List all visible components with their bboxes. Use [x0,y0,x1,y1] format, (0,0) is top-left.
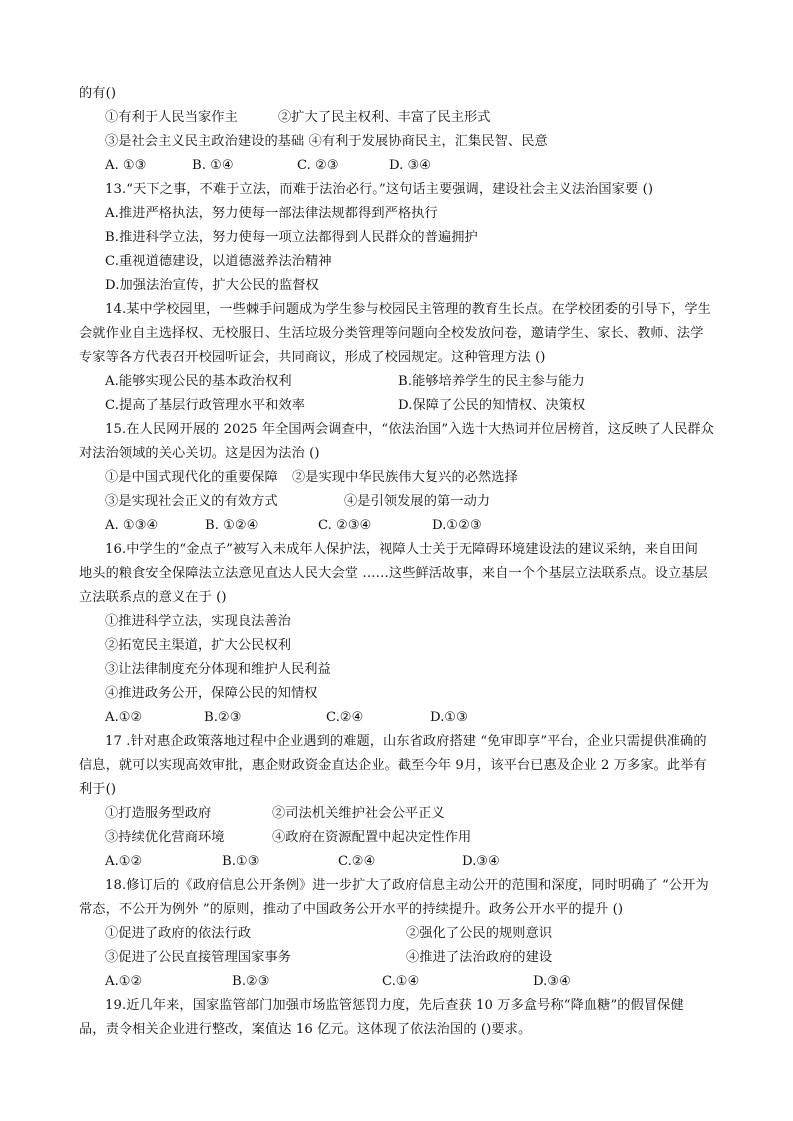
q13-answer-c: C.重视道德建设，以道德滋养法治精神 [105,254,332,269]
q17-option-1: ①打造服务型政府 [105,806,212,821]
q15-option-4: ④是引领发展的第一动力 [344,494,491,509]
q15-stem-1: 15.在人民网开展的 2025 年全国两会调查中，“依法治国”入选十大热词并位居榜首，这反映了人民群众 [105,422,714,437]
q12-option-1: ①有利于人民当家作主 [105,110,238,125]
q18-answer-c: C.①④ [382,974,420,989]
q18-option-1: ①促进了政府的依法行政 [105,926,252,941]
q16-option-1: ①推进科学立法，实现良法善治 [105,614,292,629]
q19-stem-2: 品，责令相关企业进行整改，案值达 16 亿元。这体现了依法治国的 ()要求。 [79,1022,532,1037]
q14-answer-a: A.能够实现公民的基本政治权利 [105,374,292,389]
q14-stem-1: 14.某中学校园里，一些棘手问题成为学生参与校园民主管理的教育生长点。在学校团委的引导下，学生 [105,302,711,317]
q15-option-2: ②是实现中华民族伟大复兴的必然选择 [292,470,518,485]
q18-option-3: ③促进了公民直接管理国家事务 [105,950,292,965]
q17-option-4: ④政府在资源配置中起决定性作用 [272,830,472,845]
q18-answer-b: B.②③ [232,974,270,989]
q18-stem-1: 18.修订后的《政府信息公开条例》进一步扩大了政府信息主动公开的范围和深度，同时明确了 “公开为 [105,878,709,893]
q17-answer-a: A.①② [105,854,143,869]
q17-stem-2: 信息，就可以实现高效审批，惠企财政资金直达企业。截至今年 9月，该平台已惠及企业 2 万多家。此举有 [79,758,707,773]
q16-option-4: ④推进政务公开，保障公民的知情权 [105,686,318,701]
q13-answer-a: A.推进严格执法，努力使每一部法律法规都得到严格执行 [105,206,438,221]
q12-answer-b: B. ①④ [192,158,234,173]
q16-answer-a: A.①② [105,710,143,725]
q12-option-2: ②扩大了民主权利、丰富了民主形式 [278,110,491,125]
q12-stem-end: 的有() [79,86,117,101]
q14-stem-3: 专家等各方代表召开校园听证会，共同商议，形成了校园规定。这种管理方法 () [79,350,546,365]
q16-answer-b: B.②③ [204,710,242,725]
q16-stem-2: 地头的粮食安全保障法立法意见直达人民大会堂 ……这些鲜活故事，来自一个个基层立法联系点。设立基层 [79,566,708,581]
q17-answer-c: C.②④ [338,854,376,869]
q17-answer-d: D.③④ [462,854,500,869]
q19-stem-1: 19.近几年来，国家监管部门加强市场监管惩罚力度，先后查获 10 万多盒号称“降血糖”的假冒保健 [105,998,684,1013]
q18-answer-a: A.①② [105,974,143,989]
q17-option-3: ③持续优化营商环境 [105,830,225,845]
q12-answer-c: C. ②③ [297,158,339,173]
q14-answer-d: D.保障了公民的知情权、决策权 [398,398,586,413]
q16-answer-c: C.②④ [326,710,364,725]
q14-answer-c: C.提高了基层行政管理水平和效率 [105,398,306,413]
q15-option-3: ③是实现社会正义的有效方式 [105,494,278,509]
q15-answer-b: B. ①②④ [205,518,259,533]
q17-stem-3: 利于() [79,782,117,797]
q12-answer-a: A. ①③ [105,158,147,173]
q18-stem-2: 常态，不公开为例外 ”的原则，推动了中国政务公开水平的持续提升。政务公开水平的提升 () [79,902,624,917]
q12-answer-d: D. ③④ [389,158,432,173]
q15-answer-a: A. ①③④ [105,518,159,533]
q18-answer-d: D.③④ [533,974,571,989]
q16-option-2: ②拓宽民主渠道，扩大公民权利 [105,638,292,653]
q12-option-3-4: ③是社会主义民主政治建设的基础 ④有利于发展协商民主，汇集民智、民意 [105,134,548,149]
q15-answer-d: D.①②③ [432,518,482,533]
q13-stem: 13.“天下之事，不难于立法，而难于法治必行。”这句话主要强调，建设社会主义法治国家要 () [105,182,654,197]
q15-stem-2: 对法治领域的关心关切。这是因为法治 () [79,446,320,461]
q16-answer-d: D.①③ [430,710,468,725]
q15-option-1: ①是中国式现代化的重要保障 [105,470,278,485]
q17-answer-b: B.①③ [222,854,260,869]
q17-option-2: ②司法机关维护社会公平正义 [272,806,445,821]
q13-answer-b: B.推进科学立法，努力使每一项立法都得到人民群众的普遍拥护 [105,230,478,245]
q14-answer-b: B.能够培养学生的民主参与能力 [398,374,585,389]
q18-option-4: ④推进了法治政府的建设 [406,950,553,965]
q18-option-2: ②强化了公民的规则意识 [406,926,553,941]
q15-answer-c: C. ②③④ [318,518,372,533]
q16-option-3: ③让法律制度充分体现和维护人民利益 [105,662,331,677]
q14-stem-2: 会就作业自主选择权、无校服日、生活垃圾分类管理等问题向全校发放问卷，邀请学生、家长、教师、法学 [79,326,704,341]
q16-stem-1: 16.中学生的“金点子”被写入未成年人保护法，视障人士关于无障碍环境建设法的建议采纳，来自田间 [105,542,699,557]
q13-answer-d: D.加强法治宣传，扩大公民的监督权 [105,278,319,293]
q16-stem-3: 立法联系点的意义在于 () [79,590,227,605]
q17-stem-1: 17 .针对惠企政策落地过程中企业遇到的难题，山东省政府搭建 “免审即享”平台，企业只需提供准确的 [105,734,707,749]
